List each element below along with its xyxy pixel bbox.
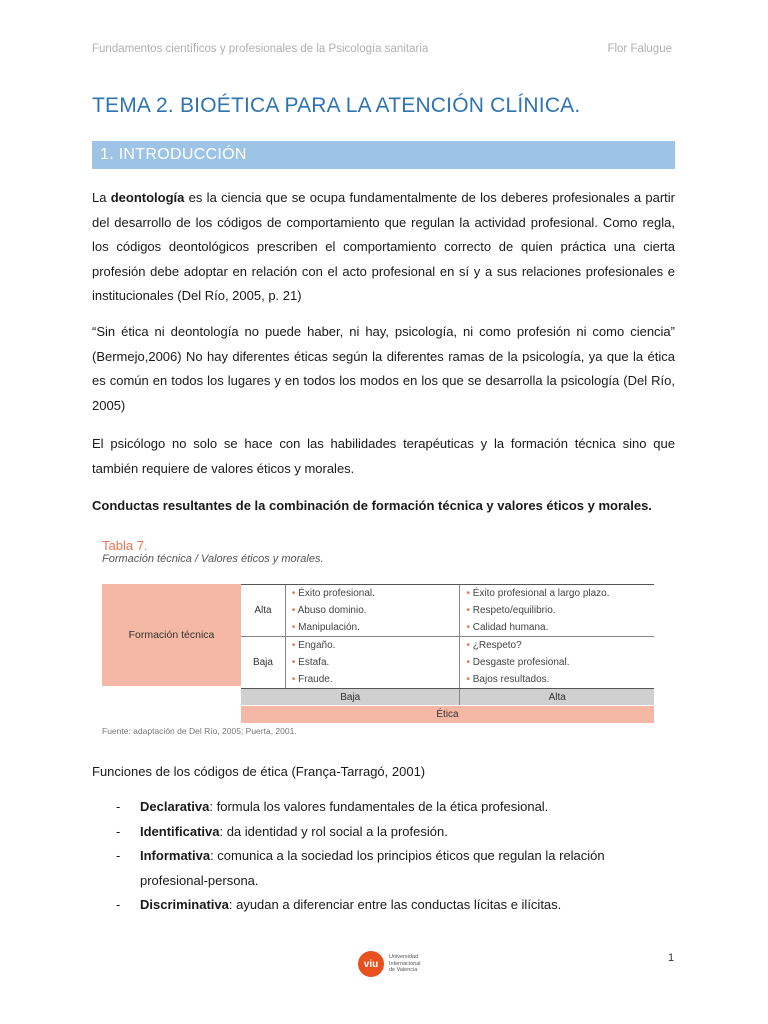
cell-item: • Respeto/equilibrio.: [466, 605, 654, 616]
section-heading-label: 1. INTRODUCCIÓN: [100, 146, 247, 163]
figure-source: Fuente: adaptación de Del Río, 2005; Puerta, 2001.: [102, 726, 297, 736]
cell-alta-baja: [286, 585, 461, 636]
university-logo: [358, 951, 421, 977]
list-item: [92, 893, 675, 918]
cell-item: • Estafa.: [292, 657, 460, 668]
list-item: [92, 820, 675, 845]
page-header: [92, 43, 672, 55]
figure-title: Tabla 7.: [102, 538, 148, 553]
level-row-alta: [241, 585, 654, 637]
viu-logo-icon: viu: [358, 951, 384, 977]
page-number: 1: [668, 952, 675, 964]
x-axis-title: Ética: [241, 706, 654, 723]
level-row-baja: [241, 637, 654, 689]
level-name: Alta: [241, 585, 286, 636]
list-item: [92, 795, 675, 820]
x-axis-labels: [241, 689, 654, 705]
levels: [241, 584, 654, 689]
function-term: Discriminativa: [140, 897, 229, 912]
paragraph-deontologia: [92, 186, 675, 309]
logo-line: Universidad: [389, 954, 419, 961]
cell-alta-alta: [460, 585, 654, 636]
cell-baja-baja: [286, 637, 461, 688]
function-desc: : formula los valores fundamentales de la ética profesional.: [209, 799, 549, 814]
x-label-baja: Baja: [241, 689, 460, 705]
function-term: Informativa: [140, 848, 211, 863]
paragraph-funciones: Funciones de los códigos de ética (França-Tarragó, 2001): [92, 764, 426, 779]
cell-item: • Éxito profesional.: [292, 588, 460, 599]
logo-line: de Valencia: [389, 967, 418, 974]
function-term: Declarativa: [140, 799, 210, 814]
section-heading: [92, 141, 675, 169]
figure-table: [102, 584, 654, 723]
function-desc: : ayudan a diferenciar entre las conductas lícitas e ilícitas.: [228, 897, 562, 912]
row-label-formacion: Formación técnica: [102, 584, 241, 686]
header-course: Fundamentos científicos y profesionales de la Psicología sanitaria: [92, 43, 429, 55]
logo-text: [389, 954, 421, 974]
function-term: Identificativa: [140, 823, 220, 839]
cell-baja-alta: [460, 637, 654, 688]
paragraph-conductas-heading: Conductas resultantes de la combinación de formación técnica y valores éticos y morales.: [92, 498, 652, 513]
cell-item: • Éxito profesional a largo plazo.: [466, 588, 654, 599]
figure-subtitle: Formación técnica / Valores éticos y morales.: [102, 553, 324, 565]
list-item: [92, 844, 675, 893]
cell-item: • Desgaste profesional.: [466, 657, 654, 668]
paragraph-psicologo: El psicólogo no solo se hace con las habilidades terapéuticas y la formación técnica sino que también requiere de valores éticos y morales.: [92, 436, 675, 476]
cell-item: • Fraude.: [292, 674, 460, 685]
cell-item: • Engaño.: [292, 640, 460, 651]
logo-line: Internacional: [389, 960, 421, 967]
header-author: Flor Falugue: [607, 43, 672, 55]
cell-item: • Abuso dominio.: [292, 605, 460, 616]
functions-list: [92, 795, 675, 918]
p1-pre: La: [92, 190, 111, 205]
paragraph-etica: “Sin ética ni deontología no puede haber, ni hay, psicología, ni como profesión ni como ciencia” (Bermejo,2006) No hay diferentes éticas según la diferentes ramas de la psicología, ya que la ética es común en todos los lugares y en todos los modos en los que se desarrolla la psicología (Del Río, 2005): [92, 324, 675, 413]
figure-table-body: [102, 584, 654, 689]
cell-item: • Calidad humana.: [466, 622, 654, 633]
cell-item: • ¿Respeto?: [466, 640, 654, 651]
cell-item: • Manipulación.: [292, 622, 460, 633]
x-label-alta: Alta: [460, 689, 654, 705]
function-desc: : da identidad y rol social a la profesión.: [219, 823, 448, 839]
p1-post: es la ciencia que se ocupa fundamentalmente de los deberes profesionales a partir del desarrollo de los códigos de comportamiento que regulan la actividad profesional. Como regla, los códigos deontológicos prescriben el comportamiento correcto de quien práctica una cierta profesión debe adoptar en relación con el acto profesional en sí y a sus relaciones profesionales e institucionales (Del Río, 2005, p. 21): [92, 190, 675, 303]
function-desc: : comunica a la sociedad los principios éticos que regulan la relación profesional-persona.: [140, 848, 605, 888]
p1-bold-term: deontología: [110, 190, 185, 205]
cell-item: • Bajos resultados.: [466, 674, 654, 685]
page-title: TEMA 2. BIOÉTICA PARA LA ATENCIÓN CLÍNICA.: [92, 94, 581, 117]
level-name: Baja: [241, 637, 286, 688]
